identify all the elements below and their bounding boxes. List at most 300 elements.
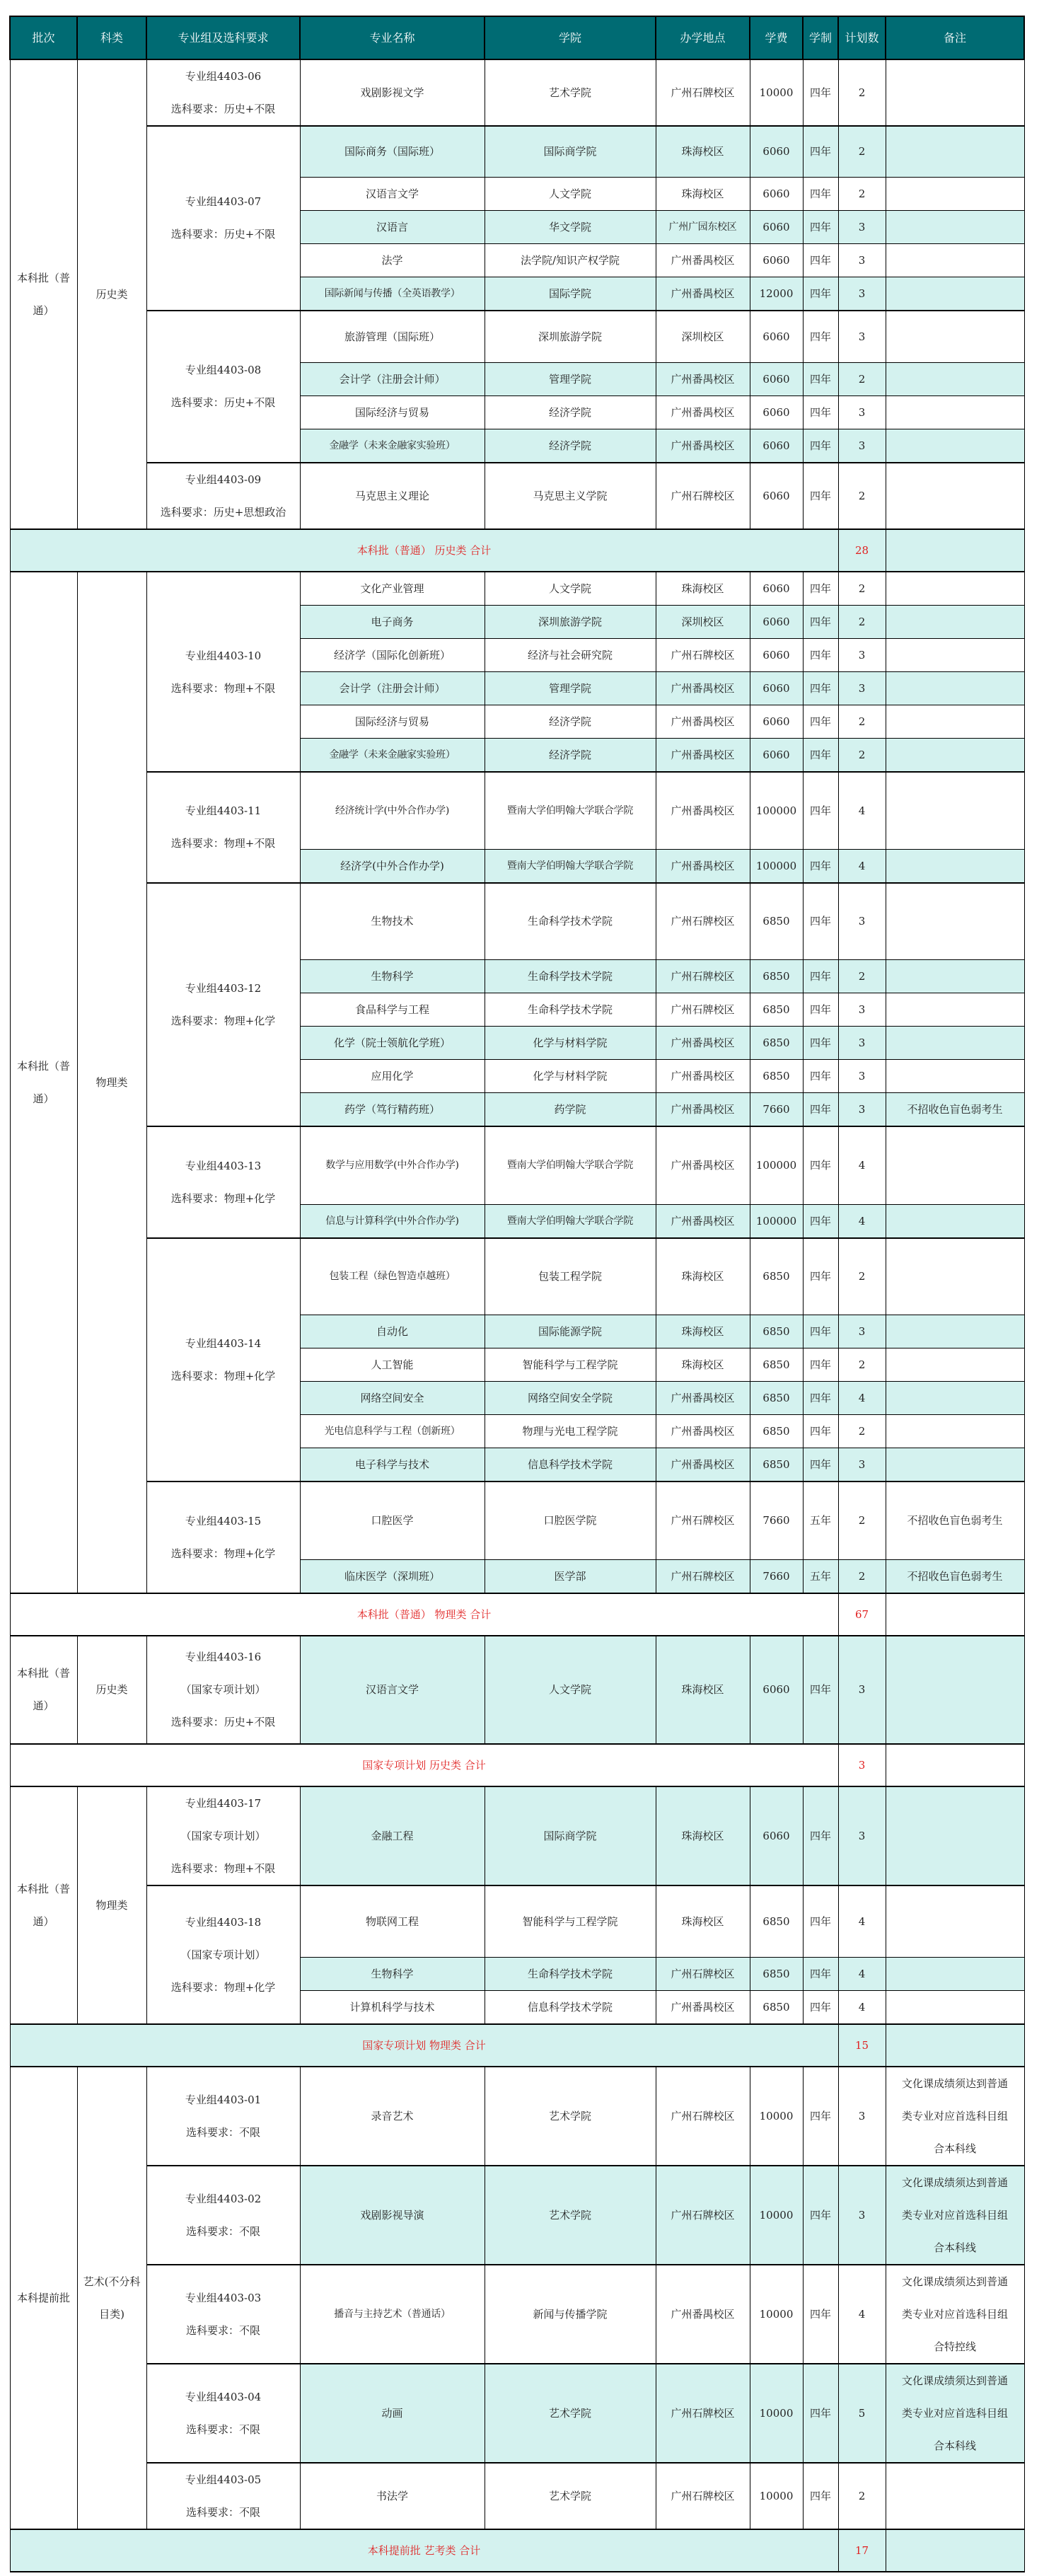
college-cell: 智能科学与工程学院 xyxy=(485,1885,656,1958)
tuition-cell: 6060 xyxy=(750,429,803,463)
remark-cell-line: 合本科线 xyxy=(933,2142,976,2155)
college-cell: 艺术学院 xyxy=(485,2463,656,2529)
major-name-cell: 戏剧影视导演 xyxy=(300,2166,485,2265)
plan-count-cell: 4 xyxy=(838,1204,886,1238)
remark-cell xyxy=(886,1448,1024,1482)
major-group-cell-line: 选科要求：不限 xyxy=(185,2506,260,2519)
duration-cell: 四年 xyxy=(803,639,838,672)
remark-cell xyxy=(886,1315,1024,1348)
plan-count-cell: 3 xyxy=(838,2067,886,2166)
table-row xyxy=(10,572,1024,606)
tuition-cell: 6850 xyxy=(750,1027,803,1060)
plan-count-cell: 3 xyxy=(838,396,886,429)
tuition-cell: 6060 xyxy=(750,705,803,739)
major-name-cell: 汉语言文学 xyxy=(300,1636,485,1744)
remark-cell xyxy=(886,1991,1024,2025)
major-name-cell: 信息与计算科学(中外合作办学) xyxy=(300,1204,485,1238)
college-cell: 国际学院 xyxy=(485,277,656,311)
tuition-cell: 100000 xyxy=(750,772,803,849)
subtotal-row xyxy=(10,2024,1024,2067)
college-cell: 生命科学技术学院 xyxy=(485,960,656,993)
duration-cell: 四年 xyxy=(803,1448,838,1482)
plan-count-cell: 2 xyxy=(838,363,886,396)
major-name-cell: 文化产业管理 xyxy=(300,572,485,606)
campus-cell: 广州番禺校区 xyxy=(656,1991,750,2025)
major-name-cell: 金融工程 xyxy=(300,1786,485,1885)
tuition-cell: 6060 xyxy=(750,396,803,429)
campus-cell: 广州番禺校区 xyxy=(656,1382,750,1415)
plan-count-cell: 2 xyxy=(838,177,886,210)
campus-cell: 广州石牌校区 xyxy=(656,1559,750,1593)
major-group-cell-line: 专业组4403-11 xyxy=(185,804,262,818)
major-name-cell: 生物科学 xyxy=(300,1958,485,1991)
major-group-cell-line: 选科要求：历史+不限 xyxy=(170,396,276,410)
major-group-cell xyxy=(146,311,300,463)
column-header-fee: 学费 xyxy=(750,16,803,59)
campus-cell: 广州石牌校区 xyxy=(656,1958,750,1991)
campus-cell: 珠海校区 xyxy=(656,1348,750,1382)
campus-cell: 广州番禺校区 xyxy=(656,429,750,463)
table-row xyxy=(10,463,1024,529)
major-name-cell: 经济学(中外合作办学) xyxy=(300,849,485,883)
tuition-cell: 7660 xyxy=(750,1559,803,1593)
major-group-cell-line: 专业组4403-07 xyxy=(185,195,262,209)
college-cell: 药学院 xyxy=(485,1093,656,1127)
tuition-cell: 6060 xyxy=(750,363,803,396)
major-group-cell-line: 专业组4403-06 xyxy=(185,70,262,83)
tuition-cell: 6060 xyxy=(750,126,803,177)
plan-count-cell: 3 xyxy=(838,243,886,277)
table-row xyxy=(10,1786,1024,1885)
subtotal-value: 15 xyxy=(838,2024,886,2067)
college-cell: 信息科学技术学院 xyxy=(485,1448,656,1482)
remark-cell xyxy=(886,672,1024,705)
major-group-cell xyxy=(146,1786,300,1885)
batch-cell: 本科批（普通） xyxy=(10,59,77,529)
plan-count-cell: 4 xyxy=(838,772,886,849)
major-name-cell: 会计学（注册会计师） xyxy=(300,672,485,705)
campus-cell: 珠海校区 xyxy=(656,1786,750,1885)
major-group-cell xyxy=(146,2166,300,2265)
college-cell: 管理学院 xyxy=(485,672,656,705)
remark-cell-line: 类专业对应首选科目组 xyxy=(901,2407,1008,2420)
table-row xyxy=(10,2364,1024,2463)
plan-count-cell: 3 xyxy=(838,277,886,311)
remark-cell xyxy=(886,1885,1024,1958)
duration-cell: 四年 xyxy=(803,177,838,210)
category-cell: 历史类 xyxy=(77,1636,146,1744)
duration-cell: 四年 xyxy=(803,243,838,277)
remark-cell xyxy=(886,2463,1024,2529)
major-name-cell: 录音艺术 xyxy=(300,2067,485,2166)
duration-cell: 五年 xyxy=(803,1559,838,1593)
college-cell: 暨南大学伯明翰大学联合学院 xyxy=(485,1126,656,1204)
major-group-cell-line: 专业组4403-18 xyxy=(185,1915,262,1929)
major-group-cell-line: 专业组4403-15 xyxy=(185,1514,262,1527)
remark-cell xyxy=(886,1093,1024,1127)
campus-cell: 广州番禺校区 xyxy=(656,772,750,849)
tuition-cell: 6060 xyxy=(750,1636,803,1744)
remark-cell xyxy=(886,363,1024,396)
plan-count-cell: 5 xyxy=(838,2364,886,2463)
table-row xyxy=(10,2265,1024,2364)
table-row xyxy=(10,126,1024,177)
subtotal-remark xyxy=(886,2024,1024,2067)
table-row xyxy=(10,311,1024,363)
major-group-cell-line: 选科要求：物理+化学 xyxy=(170,1014,276,1027)
major-name-cell: 国际新闻与传播（全英语教学） xyxy=(300,277,485,311)
batch-cell: 本科批（普通） xyxy=(10,1786,77,2025)
plan-count-cell: 2 xyxy=(838,1482,886,1559)
college-cell: 口腔医学院 xyxy=(485,1482,656,1559)
major-name-cell: 经济统计学(中外合作办学) xyxy=(300,772,485,849)
remark-cell xyxy=(886,429,1024,463)
college-cell: 信息科学技术学院 xyxy=(485,1991,656,2025)
major-group-cell xyxy=(146,2067,300,2166)
table-row xyxy=(10,59,1024,126)
plan-count-cell: 2 xyxy=(838,572,886,606)
major-name-cell: 经济学（国际化创新班） xyxy=(300,639,485,672)
college-cell: 经济学院 xyxy=(485,739,656,773)
plan-count-cell: 2 xyxy=(838,739,886,773)
subtotal-remark xyxy=(886,1744,1024,1786)
remark-cell xyxy=(886,1238,1024,1315)
major-name-cell: 口腔医学 xyxy=(300,1482,485,1559)
remark-cell xyxy=(886,960,1024,993)
plan-count-cell: 4 xyxy=(838,1126,886,1204)
major-group-cell-line: 专业组4403-05 xyxy=(185,2473,262,2486)
college-cell: 国际能源学院 xyxy=(485,1315,656,1348)
tuition-cell: 7660 xyxy=(750,1482,803,1559)
major-group-cell-line: 专业组4403-12 xyxy=(185,981,262,995)
major-group-cell-line: 选科要求：历史+思想政治 xyxy=(160,506,286,519)
major-group-cell xyxy=(146,1885,300,2025)
remark-cell xyxy=(886,739,1024,773)
campus-cell: 广州石牌校区 xyxy=(656,2166,750,2265)
subtotal-row xyxy=(10,2529,1024,2572)
campus-cell: 广州广园东校区 xyxy=(656,210,750,243)
remark-cell xyxy=(886,639,1024,672)
remark-cell xyxy=(886,396,1024,429)
remark-cell xyxy=(886,277,1024,311)
plan-count-cell: 3 xyxy=(838,1315,886,1348)
tuition-cell: 6850 xyxy=(750,1060,803,1093)
remark-cell xyxy=(886,2265,1024,2364)
college-cell: 生命科学技术学院 xyxy=(485,1958,656,1991)
plan-count-cell: 2 xyxy=(838,126,886,177)
tuition-cell: 6060 xyxy=(750,639,803,672)
major-name-cell: 光电信息科学与工程（创新班） xyxy=(300,1415,485,1448)
plan-count-cell: 2 xyxy=(838,1559,886,1593)
campus-cell: 广州番禺校区 xyxy=(656,1415,750,1448)
plan-count-cell: 3 xyxy=(838,639,886,672)
duration-cell: 四年 xyxy=(803,1204,838,1238)
campus-cell: 广州番禺校区 xyxy=(656,277,750,311)
college-cell: 人文学院 xyxy=(485,572,656,606)
plan-count-cell: 2 xyxy=(838,606,886,639)
duration-cell: 四年 xyxy=(803,1027,838,1060)
column-header-campus: 办学地点 xyxy=(656,16,750,59)
duration-cell: 四年 xyxy=(803,210,838,243)
campus-cell: 广州番禺校区 xyxy=(656,1448,750,1482)
column-header-plan: 计划数 xyxy=(838,16,886,59)
campus-cell: 广州番禺校区 xyxy=(656,396,750,429)
duration-cell: 四年 xyxy=(803,672,838,705)
tuition-cell: 10000 xyxy=(750,2265,803,2364)
major-name-cell: 电子科学与技术 xyxy=(300,1448,485,1482)
remark-cell-line: 类专业对应首选科目组 xyxy=(901,2308,1008,2321)
remark-cell xyxy=(886,243,1024,277)
campus-cell: 广州番禺校区 xyxy=(656,739,750,773)
remark-cell xyxy=(886,606,1024,639)
major-group-cell-line: （国家专项计划） xyxy=(180,1683,266,1696)
tuition-cell: 100000 xyxy=(750,1126,803,1204)
tuition-cell: 10000 xyxy=(750,2364,803,2463)
tuition-cell: 10000 xyxy=(750,2067,803,2166)
subtotal-label: 国家专项计划 物理类 合计 xyxy=(10,2024,838,2067)
major-group-cell-line: 专业组4403-09 xyxy=(185,473,262,486)
duration-cell: 四年 xyxy=(803,2265,838,2364)
plan-count-cell: 2 xyxy=(838,1415,886,1448)
college-cell: 生命科学技术学院 xyxy=(485,993,656,1027)
major-group-cell xyxy=(146,59,300,126)
major-name-cell: 化学（院士领航化学班） xyxy=(300,1027,485,1060)
major-name-cell: 金融学（未来金融家实验班） xyxy=(300,739,485,773)
column-header-group: 专业组及选科要求 xyxy=(146,16,300,59)
plan-count-cell: 4 xyxy=(838,849,886,883)
table-row xyxy=(10,2463,1024,2529)
duration-cell: 四年 xyxy=(803,126,838,177)
campus-cell: 广州石牌校区 xyxy=(656,639,750,672)
major-group-cell-line: 专业组4403-03 xyxy=(185,2292,262,2304)
plan-count-cell: 3 xyxy=(838,672,886,705)
column-header-college: 学院 xyxy=(485,16,656,59)
major-name-cell: 汉语言 xyxy=(300,210,485,243)
college-cell: 包装工程学院 xyxy=(485,1238,656,1315)
column-header-category: 科类 xyxy=(77,16,146,59)
major-group-cell xyxy=(146,772,300,883)
admissions-plan-table xyxy=(9,16,1025,2572)
major-group-cell-line: 选科要求：历史+不限 xyxy=(170,1716,276,1728)
remark-cell-line: 类专业对应首选科目组 xyxy=(901,2209,1008,2222)
campus-cell: 广州石牌校区 xyxy=(656,2463,750,2529)
duration-cell: 四年 xyxy=(803,705,838,739)
remark-cell xyxy=(886,705,1024,739)
duration-cell: 四年 xyxy=(803,59,838,126)
major-group-cell xyxy=(146,572,300,772)
table-body xyxy=(10,59,1024,2572)
duration-cell: 四年 xyxy=(803,1093,838,1127)
remark-cell xyxy=(886,1126,1024,1204)
remark-cell xyxy=(886,572,1024,606)
remark-cell-line: 文化课成绩须达到普通 xyxy=(901,2374,1008,2387)
major-name-cell: 人工智能 xyxy=(300,1348,485,1382)
table-row xyxy=(10,772,1024,849)
remark-cell xyxy=(886,1204,1024,1238)
campus-cell: 广州石牌校区 xyxy=(656,59,750,126)
campus-cell: 珠海校区 xyxy=(656,1238,750,1315)
major-name-cell: 汉语言文学 xyxy=(300,177,485,210)
duration-cell: 四年 xyxy=(803,606,838,639)
duration-cell: 四年 xyxy=(803,463,838,529)
duration-cell: 四年 xyxy=(803,572,838,606)
duration-cell: 四年 xyxy=(803,1415,838,1448)
campus-cell: 广州番禺校区 xyxy=(656,1093,750,1127)
plan-count-cell: 3 xyxy=(838,993,886,1027)
college-cell: 暨南大学伯明翰大学联合学院 xyxy=(485,849,656,883)
plan-count-cell: 3 xyxy=(838,1786,886,1885)
major-group-cell-line: 专业组4403-17 xyxy=(185,1796,262,1810)
duration-cell: 四年 xyxy=(803,2067,838,2166)
plan-count-cell: 4 xyxy=(838,1382,886,1415)
remark-cell-line: 类专业对应首选科目组 xyxy=(901,2110,1008,2122)
college-cell: 深圳旅游学院 xyxy=(485,311,656,363)
major-name-cell: 播音与主持艺术（普通话） xyxy=(300,2265,485,2364)
campus-cell: 广州石牌校区 xyxy=(656,960,750,993)
subtotal-value: 28 xyxy=(838,529,886,572)
duration-cell: 四年 xyxy=(803,1786,838,1885)
campus-cell: 广州番禺校区 xyxy=(656,849,750,883)
column-header-batch: 批次 xyxy=(10,16,77,59)
college-cell: 艺术学院 xyxy=(485,2067,656,2166)
major-group-cell xyxy=(146,1126,300,1238)
major-group-cell-line: 选科要求：不限 xyxy=(185,2225,260,2238)
plan-count-cell: 3 xyxy=(838,210,886,243)
category-cell: 物理类 xyxy=(77,1786,146,2025)
major-name-cell: 国际商务（国际班） xyxy=(300,126,485,177)
remark-cell-line: 合本科线 xyxy=(933,2439,976,2452)
major-name-cell: 会计学（注册会计师） xyxy=(300,363,485,396)
tuition-cell: 7660 xyxy=(750,1093,803,1127)
college-cell: 智能科学与工程学院 xyxy=(485,1348,656,1382)
major-group-cell-line: 专业组4403-08 xyxy=(185,364,262,377)
remark-cell-line: 文化课成绩须达到普通 xyxy=(901,2077,1008,2090)
duration-cell: 四年 xyxy=(803,429,838,463)
major-group-cell-line: 专业组4403-02 xyxy=(185,2193,262,2205)
campus-cell: 广州番禺校区 xyxy=(656,1126,750,1204)
plan-count-cell: 3 xyxy=(838,2166,886,2265)
campus-cell: 广州番禺校区 xyxy=(656,1204,750,1238)
remark-cell-line: 合特控线 xyxy=(933,2340,976,2353)
remark-cell-line: 文化课成绩须达到普通 xyxy=(901,2176,1008,2189)
campus-cell: 深圳校区 xyxy=(656,606,750,639)
campus-cell: 广州番禺校区 xyxy=(656,1060,750,1093)
remark-cell xyxy=(886,772,1024,849)
major-name-cell: 临床医学（深圳班） xyxy=(300,1559,485,1593)
tuition-cell: 6060 xyxy=(750,606,803,639)
major-name-cell: 包装工程（绿色智造卓越班） xyxy=(300,1238,485,1315)
plan-count-cell: 4 xyxy=(838,1885,886,1958)
campus-cell: 广州石牌校区 xyxy=(656,1482,750,1559)
major-group-cell xyxy=(146,463,300,529)
major-group-cell xyxy=(146,883,300,1127)
major-group-cell-line: 选科要求：物理+不限 xyxy=(170,1861,276,1875)
major-group-cell-line: 专业组4403-13 xyxy=(185,1159,262,1172)
campus-cell: 珠海校区 xyxy=(656,177,750,210)
campus-cell: 广州番禺校区 xyxy=(656,2265,750,2364)
table-row xyxy=(10,2067,1024,2166)
major-group-cell-line: 选科要求：历史+不限 xyxy=(170,228,276,241)
college-cell: 化学与材料学院 xyxy=(485,1027,656,1060)
tuition-cell: 6850 xyxy=(750,1885,803,1958)
major-group-cell-line: 选科要求：不限 xyxy=(185,2126,260,2139)
subtotal-label: 本科批（普通） 物理类 合计 xyxy=(10,1593,838,1636)
major-name-cell: 网络空间安全 xyxy=(300,1382,485,1415)
major-group-cell-line: 专业组4403-16 xyxy=(185,1651,262,1663)
plan-count-cell: 3 xyxy=(838,1093,886,1127)
category-cell: 艺术(不分科目类) xyxy=(77,2067,146,2529)
college-cell: 网络空间安全学院 xyxy=(485,1382,656,1415)
college-cell: 国际商学院 xyxy=(485,126,656,177)
major-name-cell: 电子商务 xyxy=(300,606,485,639)
subtotal-remark xyxy=(886,1593,1024,1636)
remark-cell xyxy=(886,1786,1024,1885)
remark-cell xyxy=(886,1482,1024,1559)
column-header-years: 学制 xyxy=(803,16,838,59)
campus-cell: 深圳校区 xyxy=(656,311,750,363)
tuition-cell: 6850 xyxy=(750,1315,803,1348)
major-group-cell xyxy=(146,1636,300,1744)
tuition-cell: 6850 xyxy=(750,1991,803,2025)
major-name-cell: 书法学 xyxy=(300,2463,485,2529)
subtotal-remark xyxy=(886,529,1024,572)
remark-cell xyxy=(886,2364,1024,2463)
tuition-cell: 100000 xyxy=(750,1204,803,1238)
college-cell: 艺术学院 xyxy=(485,59,656,126)
duration-cell: 四年 xyxy=(803,396,838,429)
remark-cell-line: 文化课成绩须达到普通 xyxy=(901,2275,1008,2288)
duration-cell: 四年 xyxy=(803,1126,838,1204)
major-group-cell-line: 选科要求：物理+不限 xyxy=(170,681,276,695)
duration-cell: 四年 xyxy=(803,1238,838,1315)
duration-cell: 四年 xyxy=(803,1315,838,1348)
tuition-cell: 6060 xyxy=(750,672,803,705)
tuition-cell: 6060 xyxy=(750,311,803,363)
category-cell: 物理类 xyxy=(77,572,146,1593)
tuition-cell: 6850 xyxy=(750,1382,803,1415)
major-name-cell: 应用化学 xyxy=(300,1060,485,1093)
major-name-cell: 国际经济与贸易 xyxy=(300,396,485,429)
major-group-cell-line: 选科要求：不限 xyxy=(185,2324,260,2337)
batch-cell: 本科批（普通） xyxy=(10,572,77,1593)
table-row xyxy=(10,883,1024,960)
duration-cell: 四年 xyxy=(803,2364,838,2463)
remark-cell-line: 不招收色盲色弱考生 xyxy=(907,1569,1003,1583)
major-name-cell: 药学（笃行精药班） xyxy=(300,1093,485,1127)
tuition-cell: 6060 xyxy=(750,177,803,210)
table-row xyxy=(10,1885,1024,1958)
college-cell: 艺术学院 xyxy=(485,2364,656,2463)
college-cell: 生命科学技术学院 xyxy=(485,883,656,960)
college-cell: 国际商学院 xyxy=(485,1786,656,1885)
table-header-row xyxy=(10,16,1024,59)
duration-cell: 四年 xyxy=(803,2463,838,2529)
major-name-cell: 食品科学与工程 xyxy=(300,993,485,1027)
college-cell: 深圳旅游学院 xyxy=(485,606,656,639)
major-group-cell-line: 专业组4403-10 xyxy=(185,649,262,662)
remark-cell xyxy=(886,311,1024,363)
major-group-cell-line: 选科要求：物理+化学 xyxy=(170,1547,276,1560)
major-name-cell: 数学与应用数学(中外合作办学) xyxy=(300,1126,485,1204)
major-group-cell-line: 选科要求：物理+不限 xyxy=(170,837,276,850)
major-name-cell: 物联网工程 xyxy=(300,1885,485,1958)
table-row xyxy=(10,1238,1024,1315)
tuition-cell: 6850 xyxy=(750,1348,803,1382)
major-name-cell: 国际经济与贸易 xyxy=(300,705,485,739)
college-cell: 暨南大学伯明翰大学联合学院 xyxy=(485,1204,656,1238)
category-cell: 历史类 xyxy=(77,59,146,529)
tuition-cell: 6060 xyxy=(750,463,803,529)
